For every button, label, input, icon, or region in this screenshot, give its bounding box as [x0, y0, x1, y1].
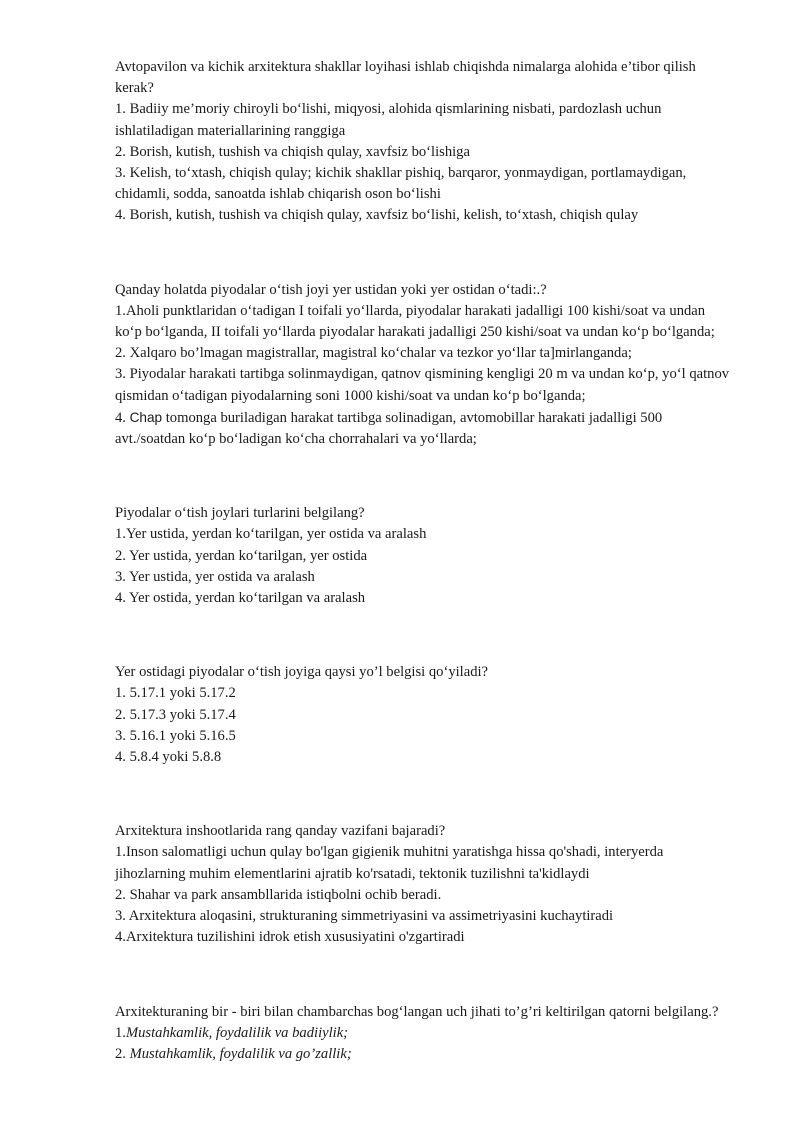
answer-option: 3. Piyodalar harakati tartibga solinmaydigan, qatnov qismining kengligi 20 m va undan koʻp, yoʻl qatnov qismidan oʻtadigan piyodalarning soni 1000 kishi/soat va undan koʻp boʻlganda; — [115, 366, 730, 404]
answer-option: 3. 5.16.1 yoki 5.16.5 — [115, 727, 236, 744]
question-text: Piyodalar oʻtish joylari turlarini belgilang? — [115, 505, 365, 522]
answer-option: 3. Arxitektura aloqasini, strukturaning simmetriyasini va assimetriyasini kuchaytiradi — [115, 908, 614, 925]
option-italic-text: Mustahkamlik, foydalilik va badiiylik; — [125, 1024, 349, 1041]
answer-option: 1.Aholi punktlaridan oʻtadigan I toifali yoʻllarda, piyodalar harakati jadalligi 100 kishi/soat va undan koʻp boʻlganda, II toifali yoʻllarda piyodalar harakati jadalligi 250 kishi/soat va undan koʻp boʻlganda; — [115, 302, 715, 341]
answer-option: 2. Yer ustida, yerdan koʻtarilgan, yer ostida — [115, 547, 368, 564]
answer-option: 3. Yer ustida, yer ostida va aralash — [115, 568, 315, 585]
option-number: 1. — [115, 1024, 126, 1041]
answer-option — [115, 1023, 730, 1044]
option-number: 2. — [115, 1045, 130, 1062]
answer-option: 2. Shahar va park ansambllarida istiqbolni ochib beradi. — [115, 886, 442, 903]
option-rest: tomonga buriladigan harakat tartibga solinadigan, avtomobillar harakati jadalligi 500 avt./soatdan koʻp boʻladigan koʻcha chorrahalari va yoʻllarda; — [115, 409, 663, 448]
question-text: Avtopavilon va kichik arxitektura shakllar loyihasi ishlab chiqishda nimalarga alohida e’tibor qilish kerak? — [115, 59, 696, 97]
question-block-5 — [115, 821, 730, 948]
answer-option: 4.Arxitektura tuzilishini idrok etish xususiyatini o'zgartiradi — [115, 929, 465, 946]
question-text: Arxitekturaning bir - biri bilan chambarchas bogʻlangan uch jihati to’g’ri keltirilgan qatorni belgilang.? — [115, 1003, 719, 1020]
question-block-3 — [115, 503, 730, 609]
answer-option — [115, 407, 730, 450]
answer-option: 3. Kelish, toʻxtash, chiqish qulay; kichik shakllar pishiq, barqaror, yonmaydigan, portlamaydigan, chidamli, sodda, sanoatda ishlab chiqarish oson boʻlishi — [115, 165, 687, 203]
answer-option — [115, 1044, 730, 1065]
answer-option: 2. Xalqaro bo’lmagan magistrallar, magistral koʻchalar va tezkor yoʻllar ta]mirlanganda; — [115, 345, 632, 362]
answer-option: 1. Badiiy me’moriy chiroyli boʻlishi, miqyosi, alohida qismlarining nisbati, pardozlash uchun ishlatiladigan materiallarining ranggiga — [115, 101, 662, 139]
question-text: Yer ostidagi piyodalar oʻtish joyiga qaysi yo’l belgisi qoʻyiladi? — [115, 664, 489, 681]
answer-option: 2. 5.17.3 yoki 5.17.4 — [115, 706, 236, 723]
question-block-2 — [115, 280, 730, 451]
answer-option: 2. Borish, kutish, tushish va chiqish qulay, xavfsiz boʻlishiga — [115, 143, 470, 160]
answer-option: 1. 5.17.1 yoki 5.17.2 — [115, 685, 236, 702]
question-block-6 — [115, 1002, 730, 1066]
question-block-1 — [115, 57, 730, 227]
option-prefix: 4. — [115, 409, 130, 426]
option-italic-text: Mustahkamlik, foydalilik va go’zallik; — [129, 1045, 352, 1062]
answer-option: 4. Yer ostida, yerdan koʻtarilgan va aralash — [115, 590, 366, 607]
document-page — [115, 57, 730, 1118]
question-text: Qanday holatda piyodalar oʻtish joyi yer ustidan yoki yer ostidan oʻtadi:.? — [115, 281, 547, 298]
answer-option: 4. 5.8.4 yoki 5.8.8 — [115, 749, 222, 766]
answer-option: 1.Yer ustida, yerdan koʻtarilgan, yer ostida va aralash — [115, 526, 427, 543]
sans-word: Chap — [129, 409, 163, 425]
question-block-4 — [115, 662, 730, 768]
answer-option: 1.Inson salomatligi uchun qulay bo'lgan gigienik muhitni yaratishga hissa qo'shadi, interyerda jihozlarning muhim elementlarini ajratib ko'rsatadi, tektonik tuzilishni ta'kidlaydi — [115, 844, 664, 882]
question-text: Arxitektura inshootlarida rang qanday vazifani bajaradi? — [115, 823, 446, 840]
answer-option: 4. Borish, kutish, tushish va chiqish qulay, xavfsiz boʻlishi, kelish, toʻxtash, chiqish qulay — [115, 207, 639, 224]
